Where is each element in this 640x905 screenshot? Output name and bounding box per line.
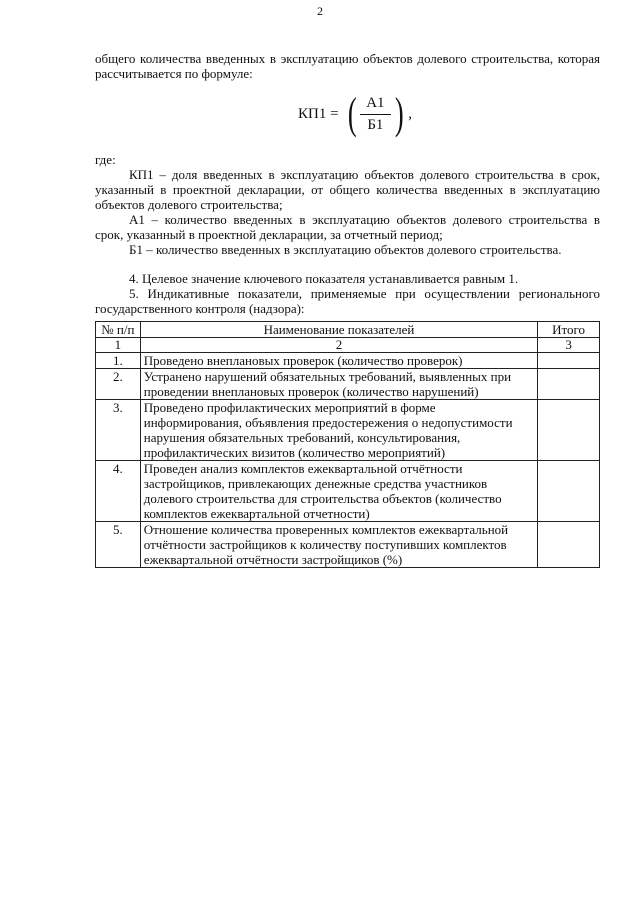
formula-trail: , xyxy=(408,105,412,122)
paragraph-5: 5. Индикативные показатели, применяемые при осуществлении регионального государственного контроля (надзора): xyxy=(95,286,600,316)
table-row xyxy=(96,400,600,461)
header-name: Наименование показателей xyxy=(140,322,537,338)
formula-lhs: КП1 = xyxy=(298,105,339,122)
formula-fraction xyxy=(360,95,390,134)
header-num: № п/п xyxy=(96,322,141,338)
formula-denominator: Б1 xyxy=(367,116,384,133)
row-name: Отношение количества проверенных комплектов ежеквартальной отчётности застройщиков к количеству поступивших комплектов ежеквартальной отчётности застройщиков (%) xyxy=(140,522,537,568)
intro-paragraph: общего количества введенных в эксплуатацию объектов долевого строительства, которая рассчитывается по формуле: xyxy=(95,51,600,81)
where-label: где: xyxy=(95,152,116,167)
page-number: 2 xyxy=(317,4,323,18)
table-row xyxy=(96,461,600,522)
row-name: Устранено нарушений обязательных требований, выявленных при проведении внеплановых проверок (количество нарушений) xyxy=(140,369,537,400)
row-num: 3. xyxy=(96,400,141,461)
table-row xyxy=(96,522,600,568)
formula-left-paren: ( xyxy=(347,89,357,138)
index-cell: 2 xyxy=(140,338,537,353)
definition-kp1: КП1 – доля введенных в эксплуатацию объектов долевого строительства в срок, указанный в проектной декларации, от общего количества введенных в эксплуатацию объектов долевого строительства; xyxy=(95,167,600,212)
row-total xyxy=(538,369,600,400)
formula-numerator: А1 xyxy=(360,95,390,115)
formula-right-paren: ) xyxy=(394,89,404,138)
formula xyxy=(298,89,412,138)
row-num: 5. xyxy=(96,522,141,568)
row-name: Проведен анализ комплектов ежеквартальной отчётности застройщиков, привлекающих денежные средства участников долевого строительства для строительства объектов (количество комплектов ежеквартальной отчетности) xyxy=(140,461,537,522)
paragraph-4: 4. Целевое значение ключевого показателя устанавливается равным 1. xyxy=(129,271,519,286)
row-num: 4. xyxy=(96,461,141,522)
indicators-table xyxy=(95,321,600,568)
definition-b1: Б1 – количество введенных в эксплуатацию объектов долевого строительства. xyxy=(129,242,562,257)
row-total xyxy=(538,461,600,522)
table-row xyxy=(96,369,600,400)
row-name: Проведено внеплановых проверок (количество проверок) xyxy=(140,353,537,369)
table-index-row xyxy=(96,338,600,353)
table-header-row xyxy=(96,322,600,338)
header-total: Итого xyxy=(538,322,600,338)
row-num: 2. xyxy=(96,369,141,400)
index-cell: 3 xyxy=(538,338,600,353)
table-row xyxy=(96,353,600,369)
row-name: Проведено профилактических мероприятий в форме информирования, объявления предостережения о недопустимости нарушения обязательных требований, консультирования, профилактических визитов (количество мероприятий) xyxy=(140,400,537,461)
definition-a1: А1 – количество введенных в эксплуатацию объектов долевого строительства в срок, указанный в проектной декларации, за отчетный период; xyxy=(95,212,600,242)
row-total xyxy=(538,400,600,461)
index-cell: 1 xyxy=(96,338,141,353)
row-num: 1. xyxy=(96,353,141,369)
row-total xyxy=(538,522,600,568)
row-total xyxy=(538,353,600,369)
